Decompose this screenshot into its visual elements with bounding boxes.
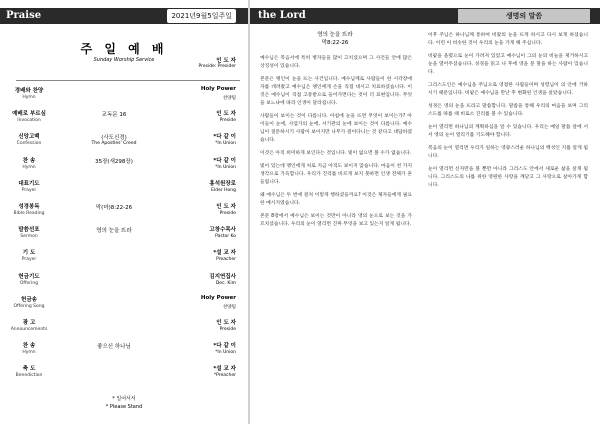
order-item-detail: 교독문 16	[101, 112, 127, 119]
stand-note	[0, 395, 248, 411]
order-item-person-en: Preside	[219, 327, 236, 332]
order-item	[0, 86, 248, 110]
order-item-person: 인 도 자	[216, 204, 236, 210]
sermon-page	[250, 0, 600, 424]
order-item-detail: 35장(새298장)	[95, 158, 133, 165]
order-item-detail: (사도신경)	[101, 135, 127, 142]
order-item-person-en: Preacher	[216, 257, 236, 263]
order-item-title: 경배와 찬양	[14, 88, 44, 94]
sermon-paragraph: 이후 주님은 하나님께 통하여 비왔의 눈을 뜨게 하시고 다시 보게 하셨습니다. 이런 이 비슷한 것이 우리의 눈을 가게 해 주십니다.	[428, 33, 588, 46]
order-item-title: 예배로 부르심	[12, 111, 46, 118]
sermon-paragraph: 본문은 맹인이 눈을 뜨는 사건입니다. 예수님께로 사람들이 한 시각장애자를 데려왔고 예수님은 맹인에게 손을 직접 대시고 치료하셨습니다. 이것은 예수님이 직접 고통받으로 들어가면다는 것이 더 표현입니다. 무엇을 보느냐에 따라 인생이 달라집니다.	[260, 77, 412, 106]
order-item	[0, 109, 248, 133]
order-item-detail: 막(마)8:22-26	[95, 205, 133, 211]
order-item-title-en: Offering Song	[13, 303, 45, 309]
order-item-person: Holy Power	[200, 294, 236, 301]
order-item-detail: 좋으신 하나님	[97, 344, 131, 351]
order-item	[0, 364, 248, 388]
sermon-header-bar	[250, 8, 600, 24]
order-item	[0, 341, 248, 365]
sermon-title: 영의 눈을 뜨라	[317, 32, 353, 38]
order-item-person: *다 같 이	[213, 343, 236, 350]
header-bar	[0, 8, 248, 24]
order-item-person-en: *In Union	[215, 164, 236, 170]
sermon-paragraph: 사람들이 보이는 것이 다릅니다. 아침에 눈을 뜨면 무엇이 보이는가? 아이들이 눈에, 사업가의 눈에, 서기관의 눈에 보이는 것이 다릅니다. 예수님이 질문하시기 사람이 보이지만 나무가 걸어다니는 것 같다고 대답하였습니다.	[260, 114, 412, 143]
sermon-paragraph: 예수님은 복음서에 특히 병자들을 많이 고치셨으며 그 사건들 안에 많은 상징성이 있습니다.	[260, 56, 412, 69]
sermon-paragraph: 복음의 눈이 열리면 우리가 일하는 영광스러운 하나님의 백성인 지를 알게 됩니다.	[428, 146, 588, 159]
order-item-title: 축 도	[22, 366, 36, 373]
order-item-person-en: Dec. Kim	[215, 280, 236, 286]
order-item-title-en: Bible Reading	[13, 211, 45, 216]
service-title: 주 일 예 배	[80, 42, 168, 56]
order-item-title: 찬 송	[22, 343, 36, 350]
order-item-person-en: *Preacher	[213, 373, 236, 379]
order-item-title-en: Offering	[19, 280, 39, 286]
sermon-paragraph: 본문 8장에서 예수님은 보이는 것만이 아니라 영의 눈으로 보는 것을 가르치셨습니다. 우리의 눈이 열리면 진짜 무엇을 보고 있는지 알게 됩니다.	[260, 214, 412, 227]
order-item-title-en: Prayer	[21, 257, 37, 263]
service-title-en: Sunday Worship Service	[93, 57, 155, 63]
bulletin-order-page	[0, 0, 248, 424]
order-item	[0, 295, 248, 319]
order-item	[0, 156, 248, 180]
order-item-person: 인 도 자	[216, 111, 236, 118]
order-item-title: 헌금송	[21, 296, 37, 303]
sermon-paragraph: 성경은 영의 눈을 뜨라고 말씀합니다. 말씀을 통해 우리의 마음을 보며 그리스도를 따를 때 비로소 진리를 볼 수 있습니다.	[428, 104, 588, 117]
stand-note-ko: * 일어서서	[112, 396, 136, 402]
order-item-person: Holy Power	[200, 86, 236, 92]
order-item-title-en: Hymn	[22, 350, 36, 356]
order-item	[0, 132, 248, 156]
sermon-column-2	[428, 32, 588, 415]
order-item-person: 고창수목사	[209, 227, 236, 234]
order-item-detail: 영의 눈을 뜨라	[96, 228, 132, 235]
order-item-person-en: Elder Hong	[211, 187, 236, 193]
order-item-person: 인 도 자	[216, 320, 236, 326]
order-item	[0, 318, 248, 342]
order-item-person: 홍석원장로	[209, 180, 236, 187]
order-item-person: *다 같 이	[213, 157, 236, 164]
order-item-title: 기 도	[22, 250, 36, 257]
order-item-person-en: Pastor Ko	[215, 234, 236, 240]
order-item-title-en: Benediction	[15, 373, 43, 379]
order-item-person: *다 같 이	[213, 134, 236, 141]
order-item-person: 김지연집사	[209, 273, 236, 280]
order-item-title-en: Announcements	[10, 327, 48, 332]
order-item-title: 광 고	[22, 320, 36, 326]
order-item-title: 신앙고백	[18, 134, 40, 141]
order-item	[0, 225, 248, 249]
sermon-paragraph: 왜 예수님은 두 번에 걸쳐 이렇게 행하셨을까요? 이것은 제자들에게 필요한 메시지였습니다.	[260, 193, 412, 206]
order-item-person-en: 찬양팀	[222, 304, 236, 310]
sermon-paragraph: 그리스도인은 예수님을 주님으로 영접한 사람들이며 성령님이 의 안에 거하시기 때문입니다. 비팥은 예수님을 만난 후 변화된 인생을 살았습니다.	[428, 83, 588, 96]
order-item-person: *설 교 자	[213, 366, 236, 373]
sermon-paragraph: 이것은 아직 희미하게 보인다는 것입니다. 빛이 없으면 볼 수가 없습니다.	[260, 151, 412, 156]
order-item-person: *설 교 자	[213, 250, 236, 257]
scripture-heading	[260, 31, 410, 47]
sermon-paragraph: 눈이 열리면 신자만을 볼 뿐만 아니라 그리스도 안에서 새로운 삶을 살게 됩니다. 그리스도의 나를 위한 영원한 사랑을 깨닫고 그 사랑으로 살아가게 합니다.	[428, 167, 588, 188]
divider-line	[16, 80, 240, 81]
scripture-reference: 막8:22-26	[321, 40, 349, 46]
sermon-paragraph: 비팥을 올렸으로 눈이 가려져 있었고 예수님이 그의 눈의 비늘을 제거하시고 눈을 열어주셨습니다. 성경을 읽고 나 후에 영을 문 말을 하는 사람이 있습니다.	[428, 54, 588, 75]
leader-label: 인 도 자	[216, 58, 236, 64]
sermon-paragraph: 빛이 있는데 맹인에게 처로 지금 아직도 보이지 않습니다. 마음이 천 가지 생각으로 가득합니다. 우리가 진리를 바르게 보지 못하면 인생 전체가 흔들립니다.	[260, 164, 412, 185]
sermon-paragraph: 눈이 열리면 하나님의 계획하심을 알 수 있습니다. 우리는 매일 말씀 앞에 서서 영의 눈이 열리기를 기도해야 합니다.	[428, 125, 588, 138]
order-item	[0, 248, 248, 272]
order-item-title-en: Hymn	[22, 164, 36, 170]
order-item-title-en: Hymn	[22, 95, 36, 100]
order-item	[0, 179, 248, 203]
service-date: 2021년9월5일주일	[167, 9, 236, 23]
order-item-person-en: 찬양팀	[222, 96, 236, 101]
order-item	[0, 202, 248, 226]
order-item-person-en: Preside	[219, 211, 236, 216]
order-item-title: 말씀선포	[18, 227, 40, 234]
order-item-person-en: *In Union	[215, 350, 236, 356]
order-item-title: 헌금기도	[18, 273, 40, 280]
order-item-title: 성경봉독	[18, 204, 40, 210]
order-item-person-en: *In Union	[215, 141, 236, 147]
order-item	[0, 272, 248, 296]
order-item-person-en: Preside	[219, 118, 236, 124]
order-item-detail-en: The Apostles' Creed	[91, 141, 137, 147]
sermon-header-tab: 생명의 말씀	[458, 9, 590, 23]
leader-info	[198, 56, 236, 69]
leader-label-en: Preside: Presider	[198, 64, 236, 69]
order-item-title-en: Confession	[16, 141, 42, 147]
order-item-title-en: Sermon	[20, 234, 38, 240]
order-item-title-en: Prayer	[21, 187, 37, 193]
sermon-header-title: the Lord	[258, 10, 306, 21]
sermon-column-1	[260, 55, 412, 415]
order-item-title: 찬 송	[22, 157, 36, 164]
order-item-title-en: Invocation	[17, 118, 41, 124]
order-item-title: 대표기도	[18, 180, 40, 187]
stand-note-en: * Please Stand	[105, 404, 143, 410]
header-title: Praise	[6, 10, 42, 21]
